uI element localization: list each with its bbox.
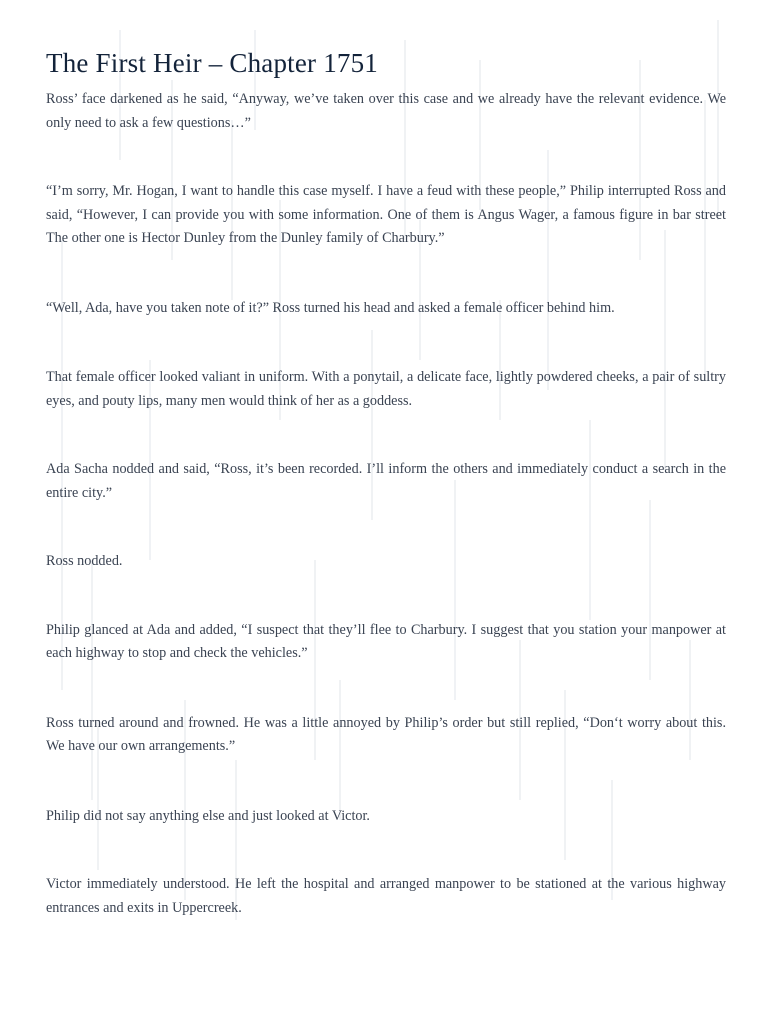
paragraph-10: Victor immediately understood. He left the hospital and arranged manpower to be stationed at the various highway entrances and exits in Uppercreek.: [46, 876, 726, 916]
article-content: [46, 42, 726, 920]
paragraph-6: Ross nodded.: [46, 553, 123, 569]
paragraph-8: Ross turned around and frowned. He was a little annoyed by Philip’s order but still replied, “Don‘t worry about this. We have our own arrangements.”: [46, 714, 726, 754]
paragraph-2: “I’m sorry, Mr. Hogan, I want to handle this case myself. I have a feud with these people,” Philip interrupted Ross and said, “However, I can provide you with some information. One of them is Angus Wager, a famous figure in bar street The other one is Hector Dunley from the Dunley family of Charbury.”: [46, 183, 726, 246]
paragraph-9: Philip did not say anything else and just looked at Victor.: [46, 807, 370, 824]
paragraph-7: Philip glanced at Ada and added, “I suspect that they’ll flee to Charbury. I suggest that you station your manpower at each highway to stop and check the vehicles.”: [46, 621, 726, 661]
paragraph-3: “Well, Ada, have you taken note of it?” Ross turned his head and asked a female officer behind him.: [46, 299, 615, 316]
paragraph-5: Ada Sacha nodded and said, “Ross, it’s been recorded. I’ll inform the others and immediately conduct a search in the entire city.”: [46, 461, 726, 501]
chapter-title: The First Heir – Chapter 1751: [46, 48, 378, 78]
paragraph-4: That female officer looked valiant in uniform. With a ponytail, a delicate face, lightly powdered cheeks, a pair of sultry eyes, and pouty lips, many men would think of her as a goddess.: [46, 369, 726, 409]
paragraph-1: Ross’ face darkened as he said, “Anyway, we’ve taken over this case and we already have the relevant evidence. We only need to ask a few questions…”: [46, 91, 726, 131]
